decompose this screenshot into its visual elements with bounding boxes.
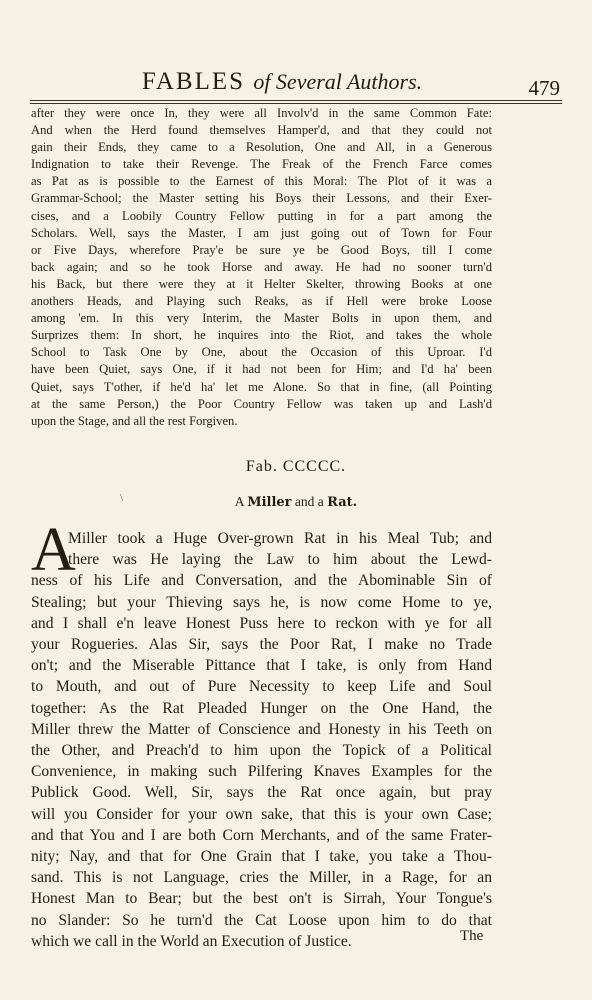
text-line: Stealing; but your Thieving says he, is now come Home to ye,: [31, 593, 492, 611]
text-line: gain their Ends, they came to a Resolution, One and All, in a Generous: [31, 140, 492, 155]
text-line: as Pat as is possible to the Earnest of this Moral: The Plot of it was a: [31, 174, 492, 189]
text-line: have been Quiet, says One, if it had not been for Him; and I'd ha' been: [31, 362, 492, 377]
running-title-italic: of Several Authors.: [253, 69, 423, 94]
text-line: which we call in the World an Execution of Justice.: [31, 932, 352, 950]
text-line: Miller threw the Matter of Conscience and Honesty in his Teeth on: [31, 720, 492, 738]
text-line: Scholars. Well, says the Master, I am just going out of Town for Four: [31, 225, 492, 240]
fable-body: [31, 528, 492, 952]
text-line: Grammar-School; the Master setting his Boys their Lessons, and their Exer-: [31, 191, 492, 206]
drop-cap: A: [31, 516, 76, 584]
text-line: your Rogueries. Alas Sir, says the Poor Rat, I make no Trade: [31, 636, 492, 654]
text-line: after they were once In, they were all Involv'd in the same Common Fate:: [31, 106, 492, 120]
text-line: together: As the Rat Pleaded Hunger on the One Hand, the: [31, 699, 492, 717]
stray-ink-mark: \: [120, 492, 124, 504]
text-line: nity; Nay, and that for One Grain that I take, you take a Thou-: [31, 848, 492, 866]
text-line: and I shall e'n leave Honest Puss here to reckon with ye for all: [31, 614, 492, 632]
text-line: anothers Heads, and Playing such Reaks, as if Hell were broke Loose: [31, 294, 492, 309]
text-line: will you Consider for your own sake, that this is your own Case;: [31, 805, 492, 823]
text-line: there was He laying the Law to him about the Lewd-: [68, 551, 492, 569]
previous-fable-reflection: [31, 105, 492, 430]
text-line: Convenience, in making such Pilfering Knaves Examples for the: [31, 763, 492, 781]
text-line: upon the Stage, and all the rest Forgiven.: [31, 413, 238, 428]
text-line: Indignation to take their Revenge. The Freak of the French Farce comes: [31, 157, 492, 172]
text-line: cises, and a Loobily Country Fellow putting in for a part among the: [31, 208, 492, 223]
text-line: the Other, and Preach'd to him upon the Topick of a Political: [31, 742, 492, 760]
text-line: and that You and I are both Corn Merchants, and of the same Frater-: [31, 826, 492, 844]
text-line: back again; and so he took Horse and away. He had no sooner turn'd: [31, 259, 492, 274]
header-rule: [30, 100, 562, 101]
text-line: ness of his Life and Conversation, and the Abominable Sin of: [31, 572, 492, 590]
page-number: 479: [528, 76, 560, 100]
blackletter-rat: Rat.: [327, 495, 358, 510]
text-line: his Back, but there were they at it Helter Skelter, throwing Books at one: [31, 276, 492, 291]
text-line: Honest Man to Bear; but the best on't is Sirrah, Your Tongue's: [31, 890, 492, 908]
text-line: School to Task One by One, about the Occasion of this Uproar. I'd: [31, 345, 492, 360]
text-line: Surprizes them: In short, he inquires into the Riot, and takes the whole: [31, 328, 492, 343]
fable-number: Fab. CCCCC.: [245, 458, 347, 475]
text-line: on't; and the Miserable Pittance that I take, is only from Hand: [31, 657, 492, 675]
catchword: The: [460, 928, 484, 944]
fable-title: A Miller and a Rat.: [234, 494, 358, 510]
text-line: Publick Good. Well, Sir, says the Rat once again, but pray: [31, 784, 492, 802]
blackletter-miller: Miller: [247, 495, 292, 510]
running-title: [116, 68, 448, 96]
text-line: among 'em. In this very Interim, the Master Bolts in upon them, and: [31, 311, 492, 326]
text-line: And when the Herd found themselves Hamper'd, and that they could not: [31, 123, 492, 138]
text-line: Miller took a Huge Over-grown Rat in his Meal Tub; and: [68, 530, 492, 547]
text-line: sand. This is not Language, cries the Miller, in a Rage, for an: [31, 869, 492, 887]
text-line: Quiet, says T'other, if he'd ha' let me Alone. So that in fine, (all Pointing: [31, 379, 492, 394]
running-title-main: FABLES: [141, 68, 246, 95]
text-line: at the same Person,) the Poor Country Fellow was taken up and Lash'd: [31, 396, 492, 411]
running-header: [30, 66, 562, 100]
text-line: or Five Days, wherefore Pray'e be sure ye be Good Boys, till I come: [31, 242, 492, 257]
text-line: to Mouth, and out of Pure Necessity to keep Life and Soul: [31, 678, 492, 696]
text-line: no Slander: So he turn'd the Cat Loose upon him to do that: [31, 911, 492, 929]
header-rule-double: [30, 103, 562, 104]
